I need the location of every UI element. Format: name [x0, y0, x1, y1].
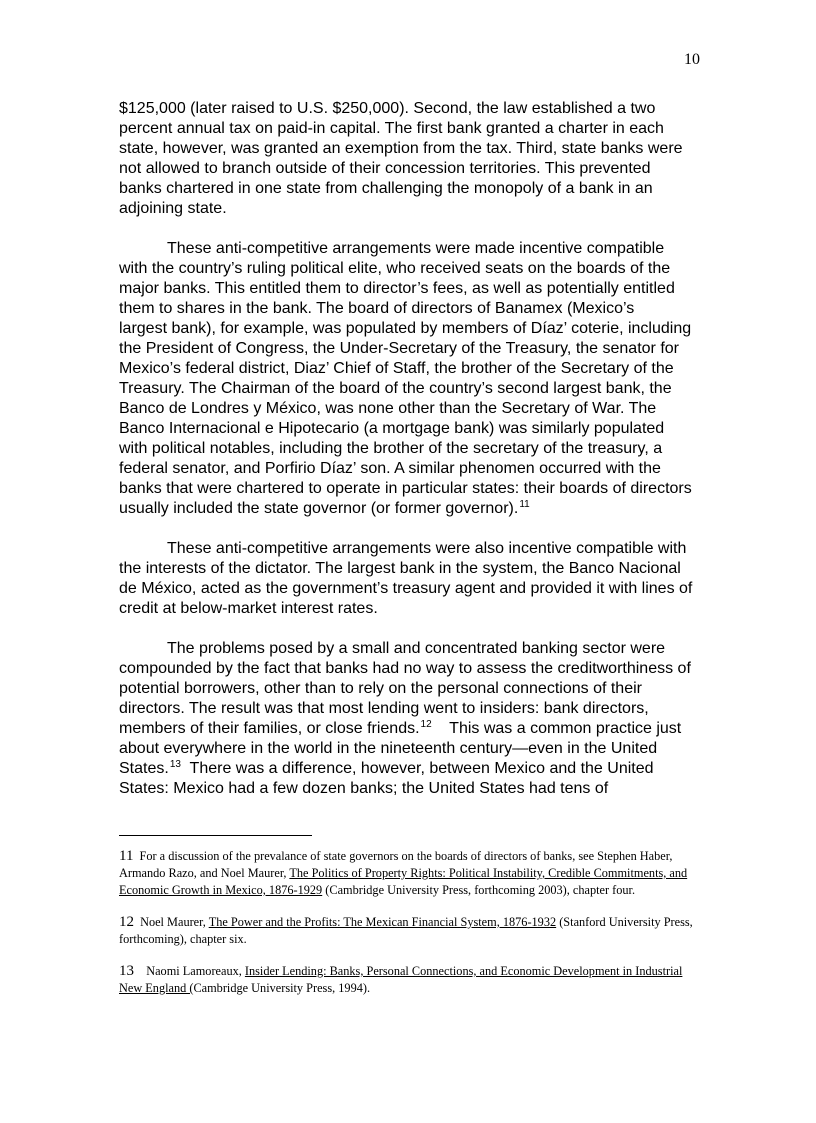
text-line: $125,000 (later raised to U.S. $250,000). Second, the law established a two — [119, 100, 656, 117]
footnote-number: 11 — [119, 848, 134, 864]
text-line: de México, acted as the government’s treasury agent and provided it with lines of — [119, 580, 693, 597]
text-line: Banco Internacional e Hipotecario (a mortgage bank) was similarly populated — [119, 420, 665, 437]
footnote-ref-12[interactable]: 12 — [420, 719, 432, 730]
footnote-number: 12 — [119, 914, 134, 930]
body-text — [119, 99, 705, 819]
text-line: adjoining state. — [119, 200, 227, 217]
paragraph-4 — [119, 639, 705, 799]
text-line: the President of Congress, the Under-Secretary of the Treasury, the senator for — [119, 340, 679, 357]
text-line: members of their families, or close friends. — [119, 720, 420, 737]
text-line: This was a common practice just — [431, 720, 682, 737]
text-line: banks that were chartered to operate in particular states: their boards of directors — [119, 480, 692, 497]
text-line: largest bank), for example, was populated by members of Díaz’ coterie, including — [119, 320, 692, 337]
footnote-11 — [119, 848, 703, 899]
text-line: federal senator, and Porfirio Díaz’ son. A similar phenomen occurred with the — [119, 460, 661, 477]
text-line: potential borrowers, other than to rely on the personal connections of their — [119, 680, 642, 697]
footnote-text: (Stanford University Press, forthcoming), chapter six. — [119, 915, 693, 946]
footnote-title: Insider Lending: Banks, Personal Connections, and Economic Development in Industrial New England ( — [119, 964, 683, 995]
text-line: directors. The result was that most lending went to insiders: bank directors, — [119, 700, 649, 717]
footnote-number: 13 — [119, 963, 134, 979]
text-line: Mexico’s federal district, Diaz’ Chief of Staff, the brother of the Secretary of the — [119, 360, 674, 377]
paragraph-1 — [119, 99, 705, 219]
text-line: them to shares in the bank. The board of directors of Banamex (Mexico’s — [119, 300, 635, 317]
footnotes — [119, 848, 703, 1012]
text-line: credit at below-market interest rates. — [119, 600, 378, 617]
text-line: about everywhere in the world in the nineteenth century—even in the United — [119, 740, 658, 757]
text-line: compounded by the fact that banks had no way to assess the creditworthiness of — [119, 660, 691, 677]
text-line: with political notables, including the brother of the secretary of the treasury, a — [119, 440, 663, 457]
footnote-text: (Cambridge University Press, forthcoming 2003), chapter four. — [322, 883, 636, 897]
text-line: percent annual tax on paid-in capital. The first bank granted a charter in each — [119, 120, 664, 137]
text-line: These anti-competitive arrangements were made incentive compatible — [167, 240, 665, 257]
text-line: banks chartered in one state from challenging the monopoly of a bank in an — [119, 180, 653, 197]
footnote-text: Naomi Lamoreaux, — [137, 964, 245, 978]
footnote-ref-11[interactable]: 11 — [519, 499, 530, 510]
footnote-separator — [119, 835, 312, 836]
text-line: state, however, was granted an exemption from the tax. Third, state banks were — [119, 140, 683, 157]
text-line: States: Mexico had a few dozen banks; the United States had tens of — [119, 780, 609, 797]
footnote-text: Noel Maurer, — [137, 915, 209, 929]
footnote-title: The Politics of Property Rights: Political Instability, Credible Commitments, and Economic Growth in Mexico, 1876-1929 — [119, 866, 688, 897]
paragraph-2 — [119, 239, 705, 519]
footnote-13 — [119, 963, 703, 997]
page-number: 10 — [684, 51, 700, 68]
text-line: usually included the state governor (or former governor). — [119, 500, 519, 517]
text-line: Treasury. The Chairman of the board of the country’s second largest bank, the — [119, 380, 672, 397]
footnote-12 — [119, 914, 703, 948]
footnote-title: The Power and the Profits: The Mexican Financial System, 1876-1932 — [208, 915, 557, 929]
text-line: not allowed to branch outside of their concession territories. This prevented — [119, 160, 651, 177]
text-line: the interests of the dictator. The largest bank in the system, the Banco Nacional — [119, 560, 681, 577]
text-line: States. — [119, 760, 169, 777]
footnote-text: Cambridge University Press, 1994). — [193, 981, 371, 995]
paragraph-3 — [119, 539, 705, 619]
text-line: with the country’s ruling political elite, who received seats on the boards of the — [119, 260, 671, 277]
text-line: major banks. This entitled them to director’s fees, as well as potentially entitled — [119, 280, 675, 297]
text-line: There was a difference, however, between Mexico and the United — [180, 760, 654, 777]
text-line: The problems posed by a small and concentrated banking sector were — [167, 640, 666, 657]
text-line: Banco de Londres y México, was none other than the Secretary of War. The — [119, 400, 657, 417]
footnote-text: For a discussion of the prevalance of state governors on the boards of directors of banks, see Stephen Haber, Armando Razo, and Noel Maurer, — [119, 849, 673, 880]
text-line: These anti-competitive arrangements were also incentive compatible with — [167, 540, 687, 557]
footnote-ref-13[interactable]: 13 — [169, 759, 181, 770]
